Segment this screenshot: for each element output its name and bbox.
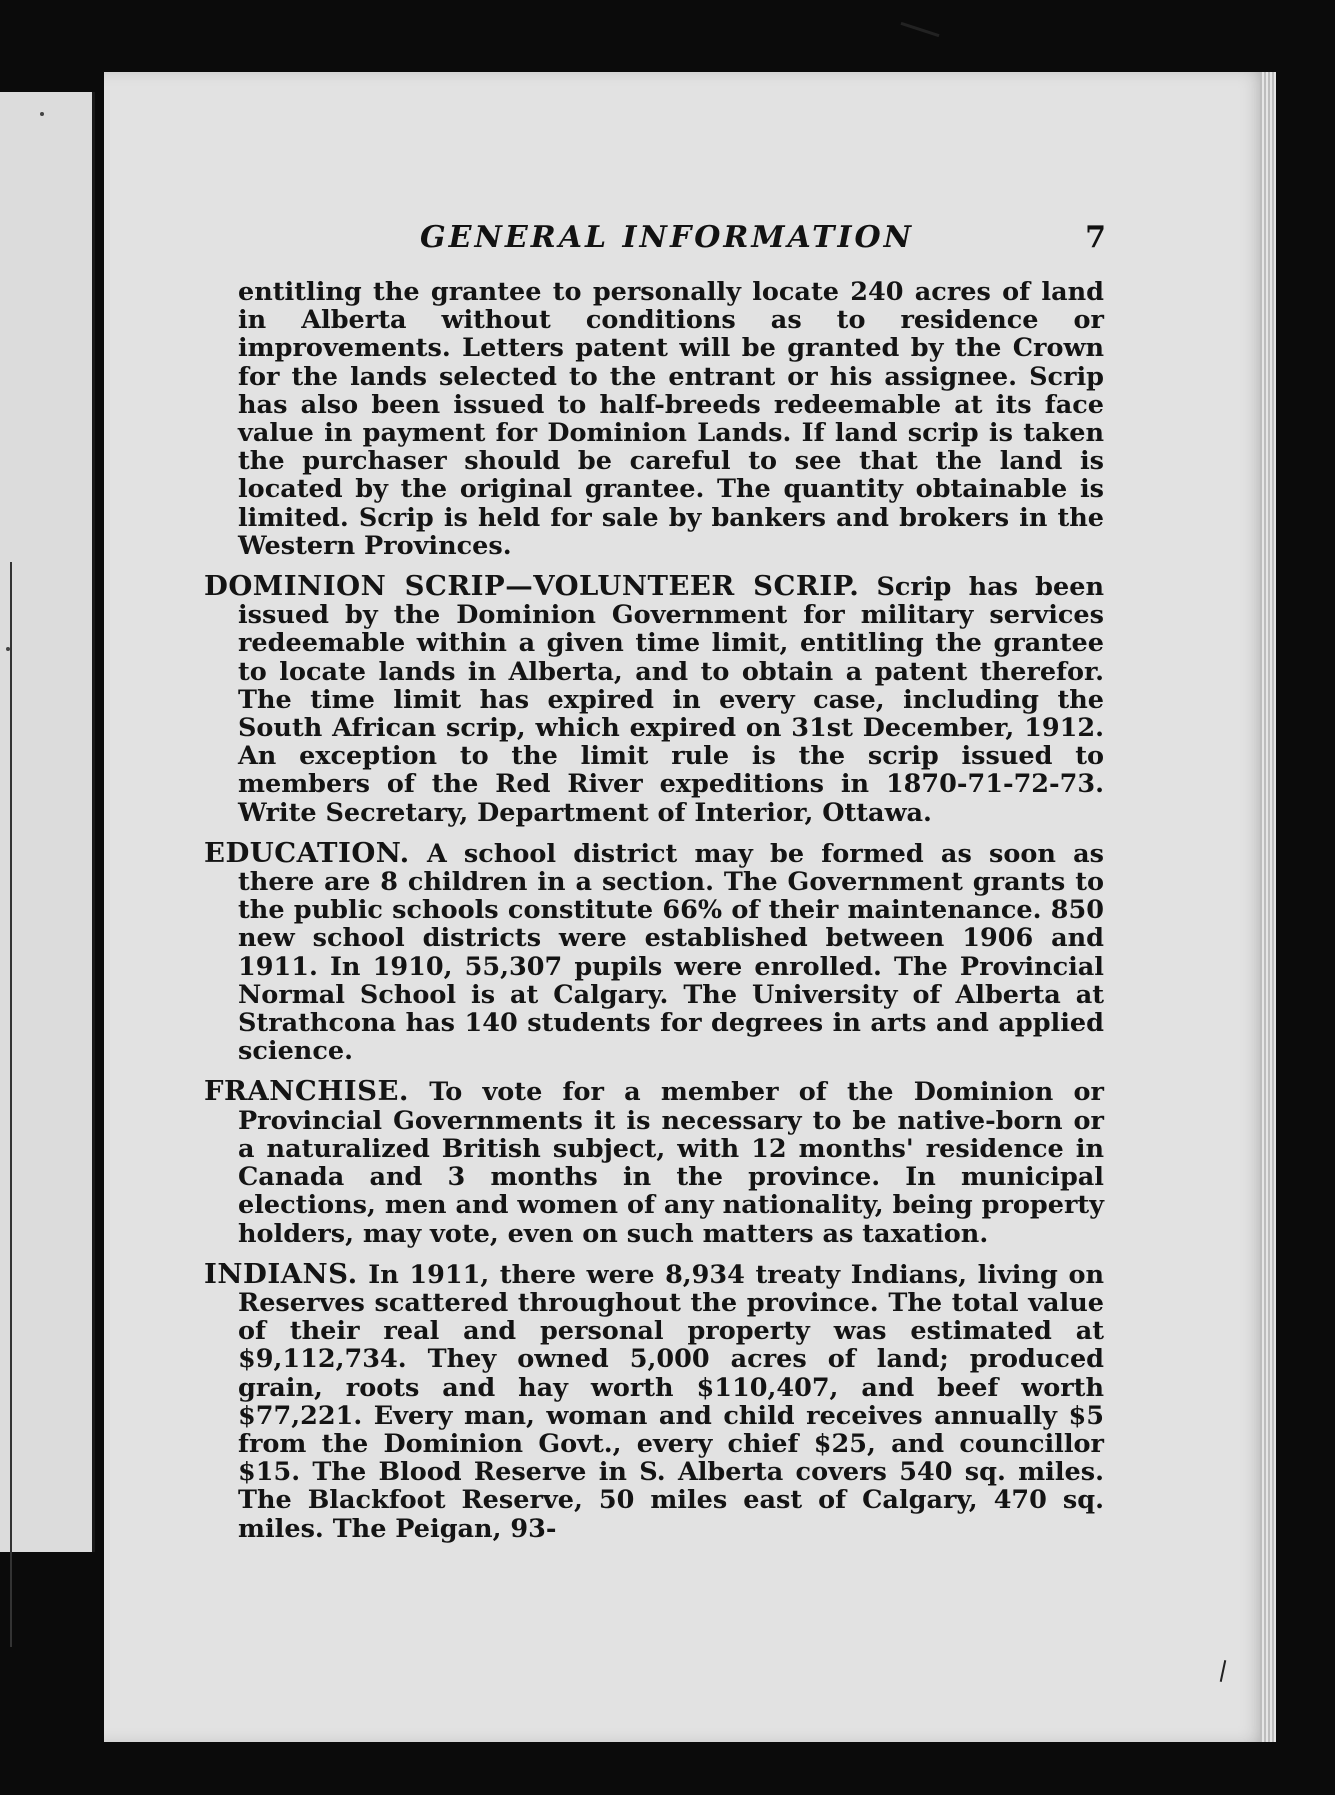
facing-page [0, 92, 95, 1552]
section-indians [204, 1257, 1104, 1544]
section-heading: DOMINION SCRIP—VOLUNTEER SCRIP. [204, 570, 860, 603]
speck [40, 112, 44, 116]
section-heading: EDUCATION. [204, 836, 410, 869]
page-header [420, 220, 1120, 260]
section-text: Scrip has been issued by the Dominion Government for military services redeemable within a given time limit, entitling the grantee to locate lands in Alberta, and to obtain a patent therefor. The time limit has expired in every case, including the South African scrip, which expired on 31st December, 1912. An exception to the limit rule is the scrip issued to members of the Red River expeditions in 1870-71-72-73. Write Secretary, Department of Interior, Ottawa. [238, 572, 1104, 828]
section-text: To vote for a member of the Dominion or Provincial Governments it is necessary to be native-born or a naturalized British subject, with 12 months' residence in Canada and 3 months in the province. In municipal elections, men and women of any nationality, being property holders, may vote, even on such matters as taxation. [238, 1077, 1104, 1249]
section-heading: FRANCHISE. [204, 1075, 409, 1108]
section-heading: INDIANS. [204, 1257, 358, 1290]
speck [6, 647, 10, 651]
film-scratch [901, 22, 940, 37]
page-number: 7 [1085, 220, 1106, 255]
section-text: In 1911, there were 8,934 treaty Indians, living on Reserves scattered throughout the province. The total value of their real and personal property was estimated at $9,112,734. They owned 5,000 acres of land; produced grain, roots and hay worth $110,407, and beef worth $77,221. Every man, woman and child receives annually $5 from the Dominion Govt., every chief $25, and councillor $15. The Blood Reserve in S. Alberta covers 540 sq. miles. The Blackfoot Reserve, 50 miles east of Calgary, 470 sq. miles. The Peigan, 93- [238, 1259, 1104, 1544]
section-franchise [204, 1075, 1104, 1249]
page-body [204, 278, 1104, 1555]
running-head: GENERAL INFORMATION [420, 220, 915, 255]
facing-page-rule [0, 562, 12, 1647]
section-dominion-scrip [204, 570, 1104, 828]
section-education [204, 836, 1104, 1067]
intro-paragraph: entitling the grantee to personally locate 240 acres of land in Alberta without conditions as to residence or improvements. Letters patent will be granted by the Crown for the lands selected to the entrant or his assignee. Scrip has also been issued to half-breeds redeemable at its face value in payment for Dominion Lands. If land scrip is taken the purchaser should be careful to see that the land is located by the original grantee. The quantity obtainable is limited. Scrip is held for sale by bankers and brokers in the Western Provinces. [238, 277, 1104, 561]
page-edge [1260, 72, 1276, 1742]
section-text: A school district may be formed as soon as there are 8 children in a section. The Government grants to the public schools constitute 66% of their maintenance. 850 new school districts were established between 1906 and 1911. In 1910, 55,307 pupils were enrolled. The Provincial Normal School is at Calgary. The University of Alberta at Strathcona has 140 students for degrees in arts and applied science. [238, 838, 1104, 1067]
